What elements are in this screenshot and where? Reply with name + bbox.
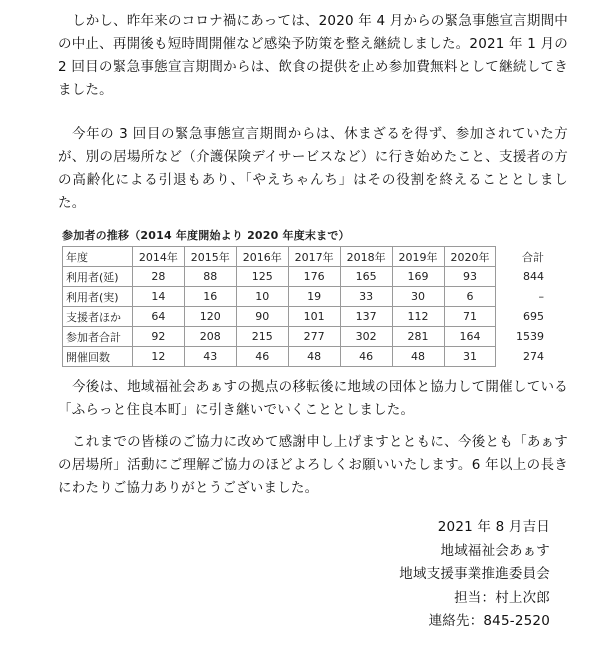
paragraph-closure-reason: 今年の 3 回目の緊急事態宣言期間からは、休まざるを得ず、参加されていた方が、別の居場所など（介護保険デイサービスなど）に行き始めたこと、支援者の方の高齢化による引退もあり、「やえちゃんち」はその役割を終えることとしました。 (58, 126, 568, 211)
table-row (63, 327, 549, 347)
signature-block (399, 516, 550, 634)
table-cell: 112 (392, 307, 444, 327)
header-year: 2016年 (236, 247, 288, 267)
table-cell: 101 (288, 307, 340, 327)
table-cell: 176 (288, 267, 340, 287)
table-title: 参加者の推移（2014 年度開始より 2020 年度末まで） (62, 229, 350, 242)
table-cell: 48 (288, 347, 340, 367)
table-cell: 10 (236, 287, 288, 307)
paragraph-thanks: これまでの皆様のご協力に改めて感謝申し上げますとともに、今後とも「あぁすの居場所」活動にご理解ご協力のほどよろしくお願いいたします。6 年以上の長きにわたりご協力ありがとうございました。 (58, 434, 568, 496)
participant-stats-table (62, 246, 548, 367)
table-cell: 64 (132, 307, 184, 327)
table-cell: 71 (444, 307, 496, 327)
table-cell: 48 (392, 347, 444, 367)
table-header-row (63, 247, 549, 267)
table-cell: 208 (184, 327, 236, 347)
row-total: 1539 (496, 327, 548, 347)
row-label: 参加者合計 (63, 327, 133, 347)
table-cell: 281 (392, 327, 444, 347)
table-cell: 46 (236, 347, 288, 367)
table-cell: 120 (184, 307, 236, 327)
table-cell: 93 (444, 267, 496, 287)
row-label: 利用者(延) (63, 267, 133, 287)
header-year: 2014年 (132, 247, 184, 267)
row-total: 274 (496, 347, 548, 367)
signature-date: 2021 年 8 月吉日 (437, 519, 550, 535)
header-year: 2019年 (392, 247, 444, 267)
table-cell: 46 (340, 347, 392, 367)
table-cell: 19 (288, 287, 340, 307)
table-cell: 125 (236, 267, 288, 287)
row-total: 695 (496, 307, 548, 327)
row-total: – (496, 287, 548, 307)
header-year: 2018年 (340, 247, 392, 267)
header-total: 合計 (496, 247, 548, 267)
row-total: 844 (496, 267, 548, 287)
signature-phone: 連絡先：845-2520 (428, 613, 550, 629)
signature-org: 地域福祉会あぁす (440, 542, 550, 559)
table-cell: 215 (236, 327, 288, 347)
table-row (63, 267, 549, 287)
table-cell: 88 (184, 267, 236, 287)
table-cell: 14 (132, 287, 184, 307)
table-cell: 6 (444, 287, 496, 307)
header-year: 2020年 (444, 247, 496, 267)
table-cell: 169 (392, 267, 444, 287)
row-label: 利用者(実) (63, 287, 133, 307)
table-cell: 30 (392, 287, 444, 307)
header-year: 2015年 (184, 247, 236, 267)
paragraph-handover: 今後は、地域福祉会あぁすの拠点の移転後に地域の団体と協力して開催している「ふらっと住良本町」に引き継いでいくこととしました。 (58, 379, 568, 418)
paragraph-covid-impact: しかし、昨年来のコロナ禍にあっては、2020 年 4 月からの緊急事態宣言期間中の中止、再開後も短時間開催など感染予防策を整え継続しました。2021 年 1 月の 2 回目の緊急事態宣言期間からは、飲食の提供を止め参加費無料として継続してきました。 (58, 13, 568, 98)
table-cell: 164 (444, 327, 496, 347)
header-year: 2017年 (288, 247, 340, 267)
table-row (63, 287, 549, 307)
table-cell: 92 (132, 327, 184, 347)
table-cell: 302 (340, 327, 392, 347)
table-cell: 33 (340, 287, 392, 307)
table-cell: 277 (288, 327, 340, 347)
table-cell: 28 (132, 267, 184, 287)
row-label: 支援者ほか (63, 307, 133, 327)
table-cell: 31 (444, 347, 496, 367)
header-label: 年度 (63, 247, 133, 267)
table-cell: 90 (236, 307, 288, 327)
table-cell: 165 (340, 267, 392, 287)
signature-committee: 地域支援事業推進委員会 (399, 566, 550, 582)
table-row (63, 307, 549, 327)
signature-contact-person: 担当：村上次郎 (454, 589, 550, 606)
table-row (63, 347, 549, 367)
table-cell: 137 (340, 307, 392, 327)
table-cell: 43 (184, 347, 236, 367)
table-cell: 16 (184, 287, 236, 307)
table-cell: 12 (132, 347, 184, 367)
row-label: 開催回数 (63, 347, 133, 367)
